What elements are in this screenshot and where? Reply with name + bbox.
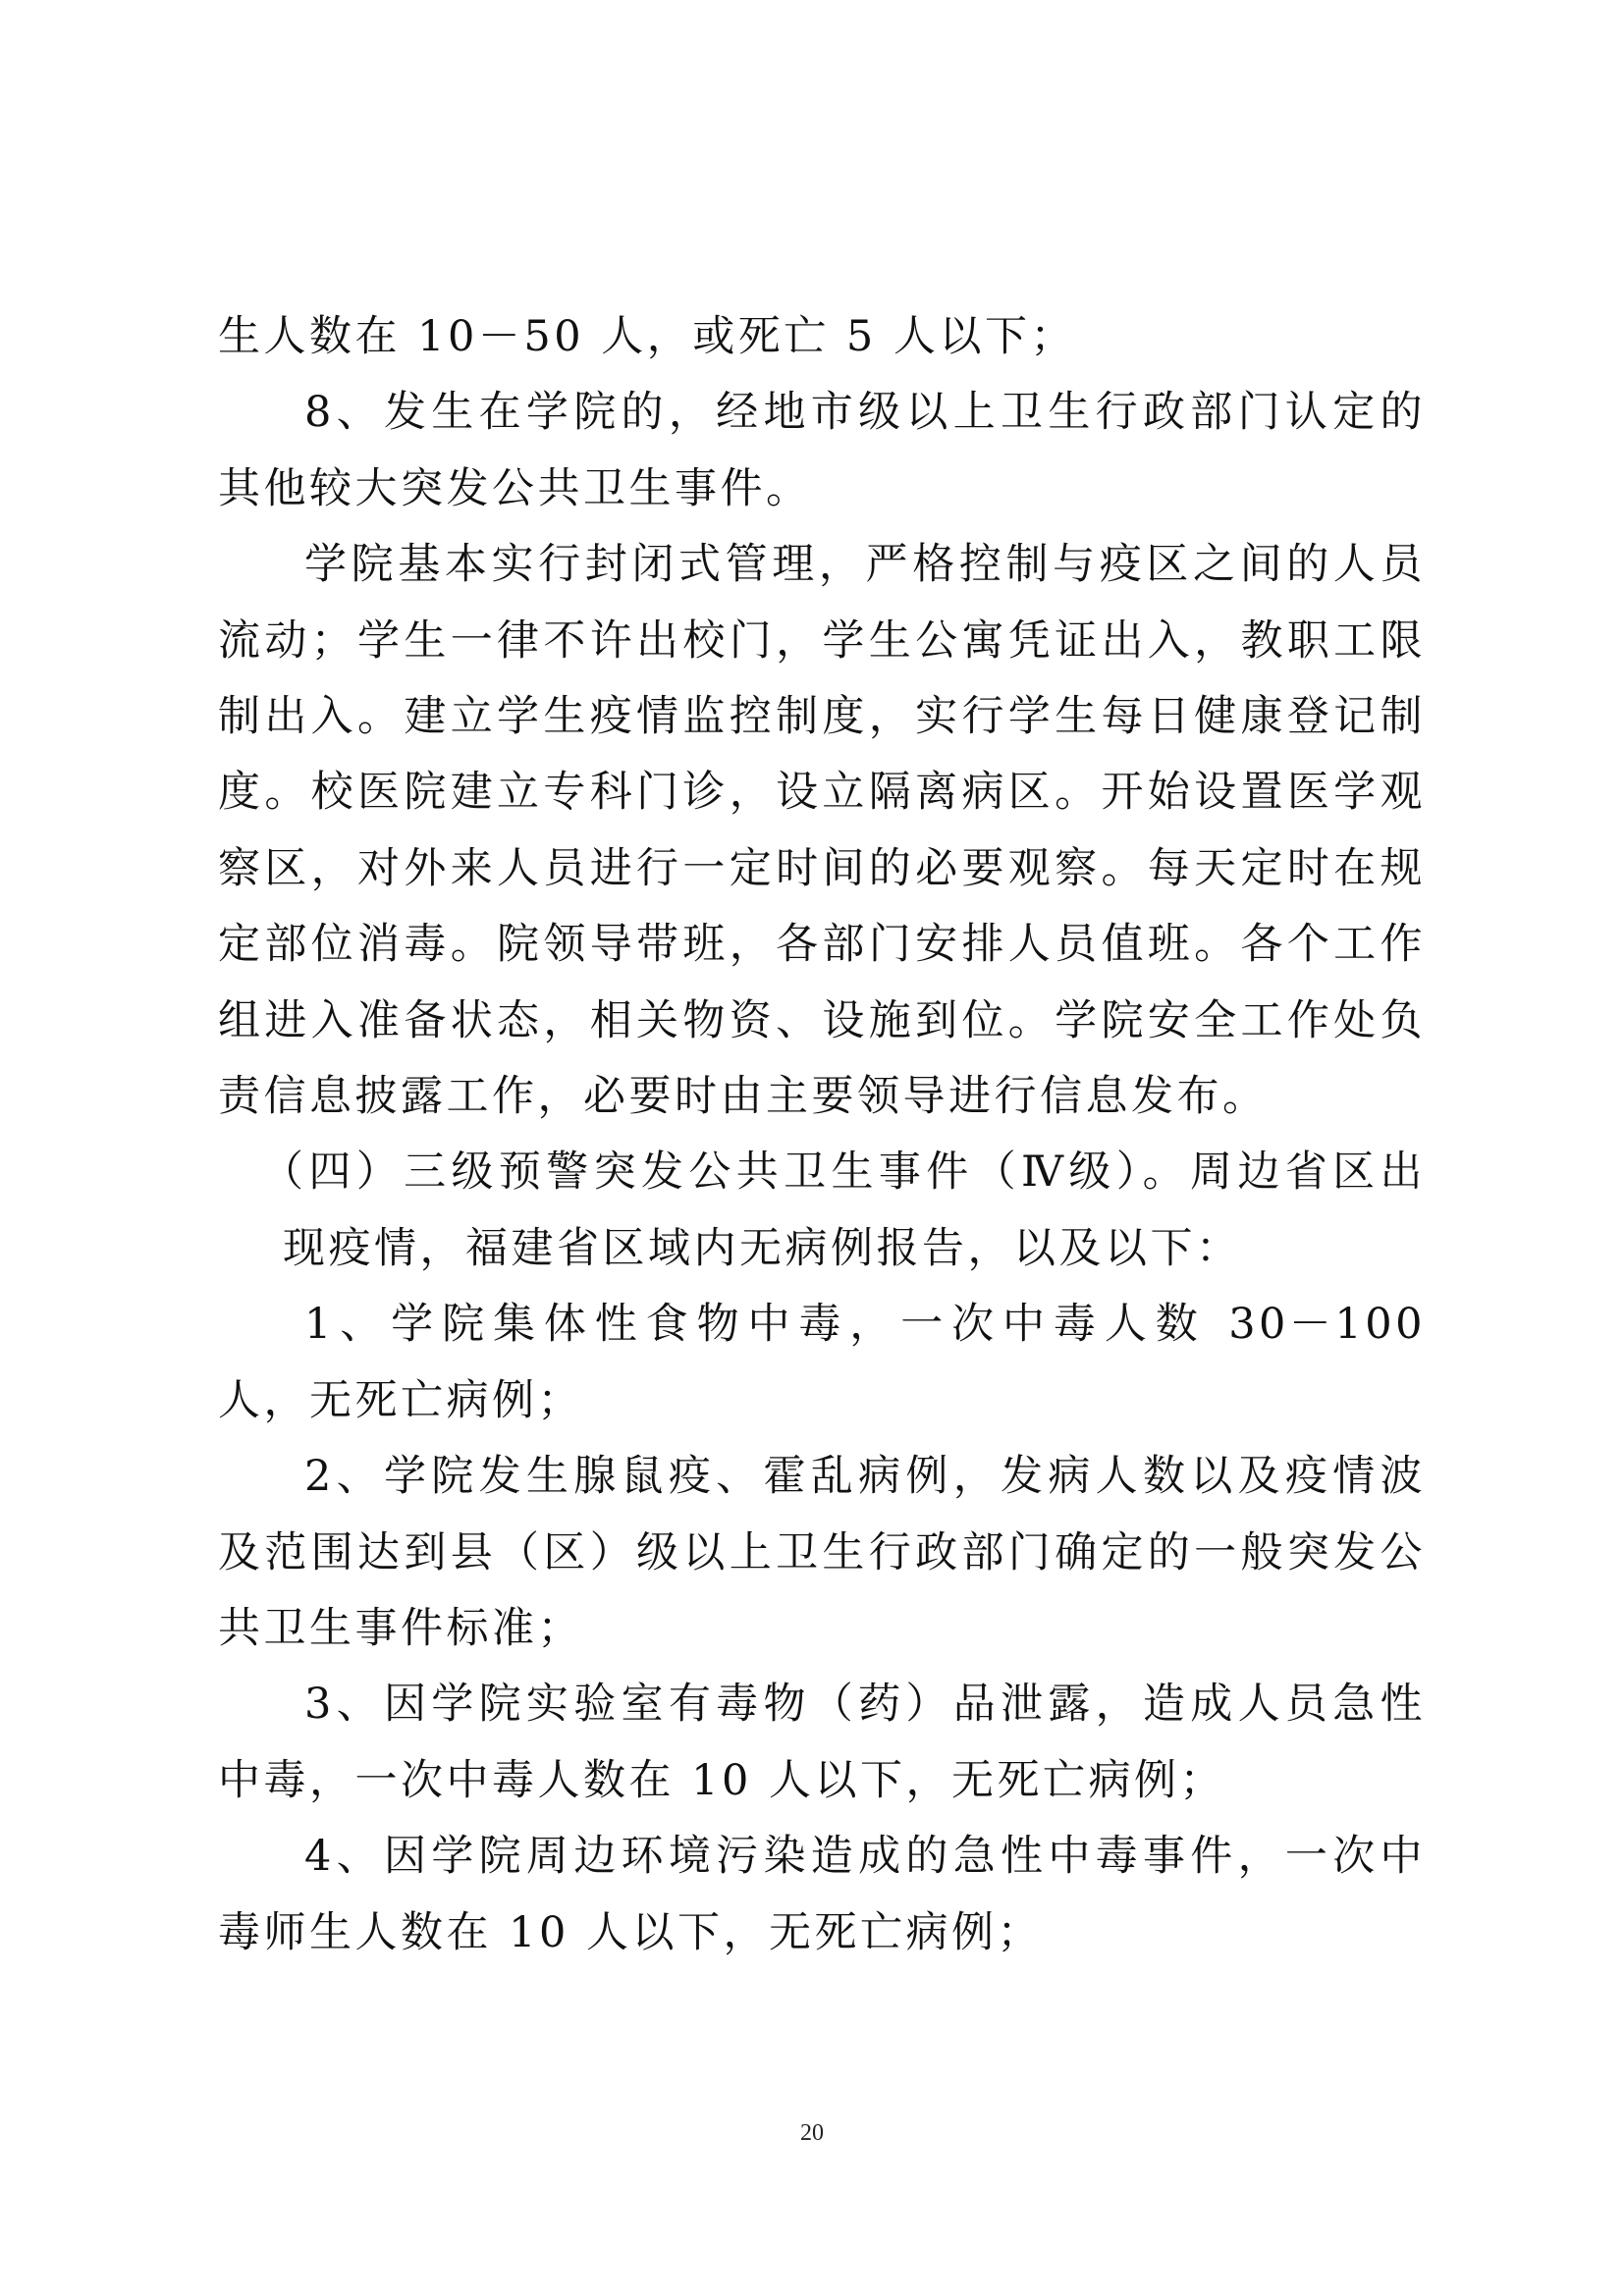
paragraph-item-1: 1、学院集体性食物中毒，一次中毒人数 30－100 人，无死亡病例；: [218, 1300, 1426, 1425]
section-heading-level-4: （四）三级预警突发公共卫生事件（Ⅳ级）。周边省区出现疫情，福建省区域内无病例报告，以及以下：: [261, 1148, 1426, 1273]
paragraph-item-3: 3、因学院实验室有毒物（药）品泄露，造成人员急性中毒，一次中毒人数在 10 人以下，无死亡病例；: [218, 1680, 1426, 1805]
paragraph-measures: 学院基本实行封闭式管理，严格控制与疫区之间的人员流动；学生一律不许出校门，学生公寓凭证出入，教职工限制出入。建立学生疫情监控制度，实行学生每日健康登记制度。校医院建立专科门诊，设立隔离病区。开始设置医学观察区，对外来人员进行一定时间的必要观察。每天定时在规定部位消毒。院领导带班，各部门安排人员值班。各个工作组进入准备状态，相关物资、设施到位。学院安全工作处负责信息披露工作，必要时由主要领导进行信息发布。: [218, 540, 1426, 1122]
body-text: [218, 299, 1426, 1971]
paragraph-item-8: 8、发生在学院的，经地市级以上卫生行政部门认定的其他较大突发公共卫生事件。: [218, 388, 1426, 513]
paragraph-item-4: 4、因学院周边环境污染造成的急性中毒事件，一次中毒师生人数在 10 人以下，无死亡病例；: [218, 1832, 1426, 1957]
page-number: 20: [800, 2120, 824, 2146]
paragraph-continuation: 生人数在 10－50 人，或死亡 5 人以下；: [218, 312, 1076, 361]
paragraph-item-2: 2、学院发生腺鼠疫、霍乱病例，发病人数以及疫情波及范围达到县（区）级以上卫生行政部门确定的一般突发公共卫生事件标准；: [218, 1452, 1426, 1653]
